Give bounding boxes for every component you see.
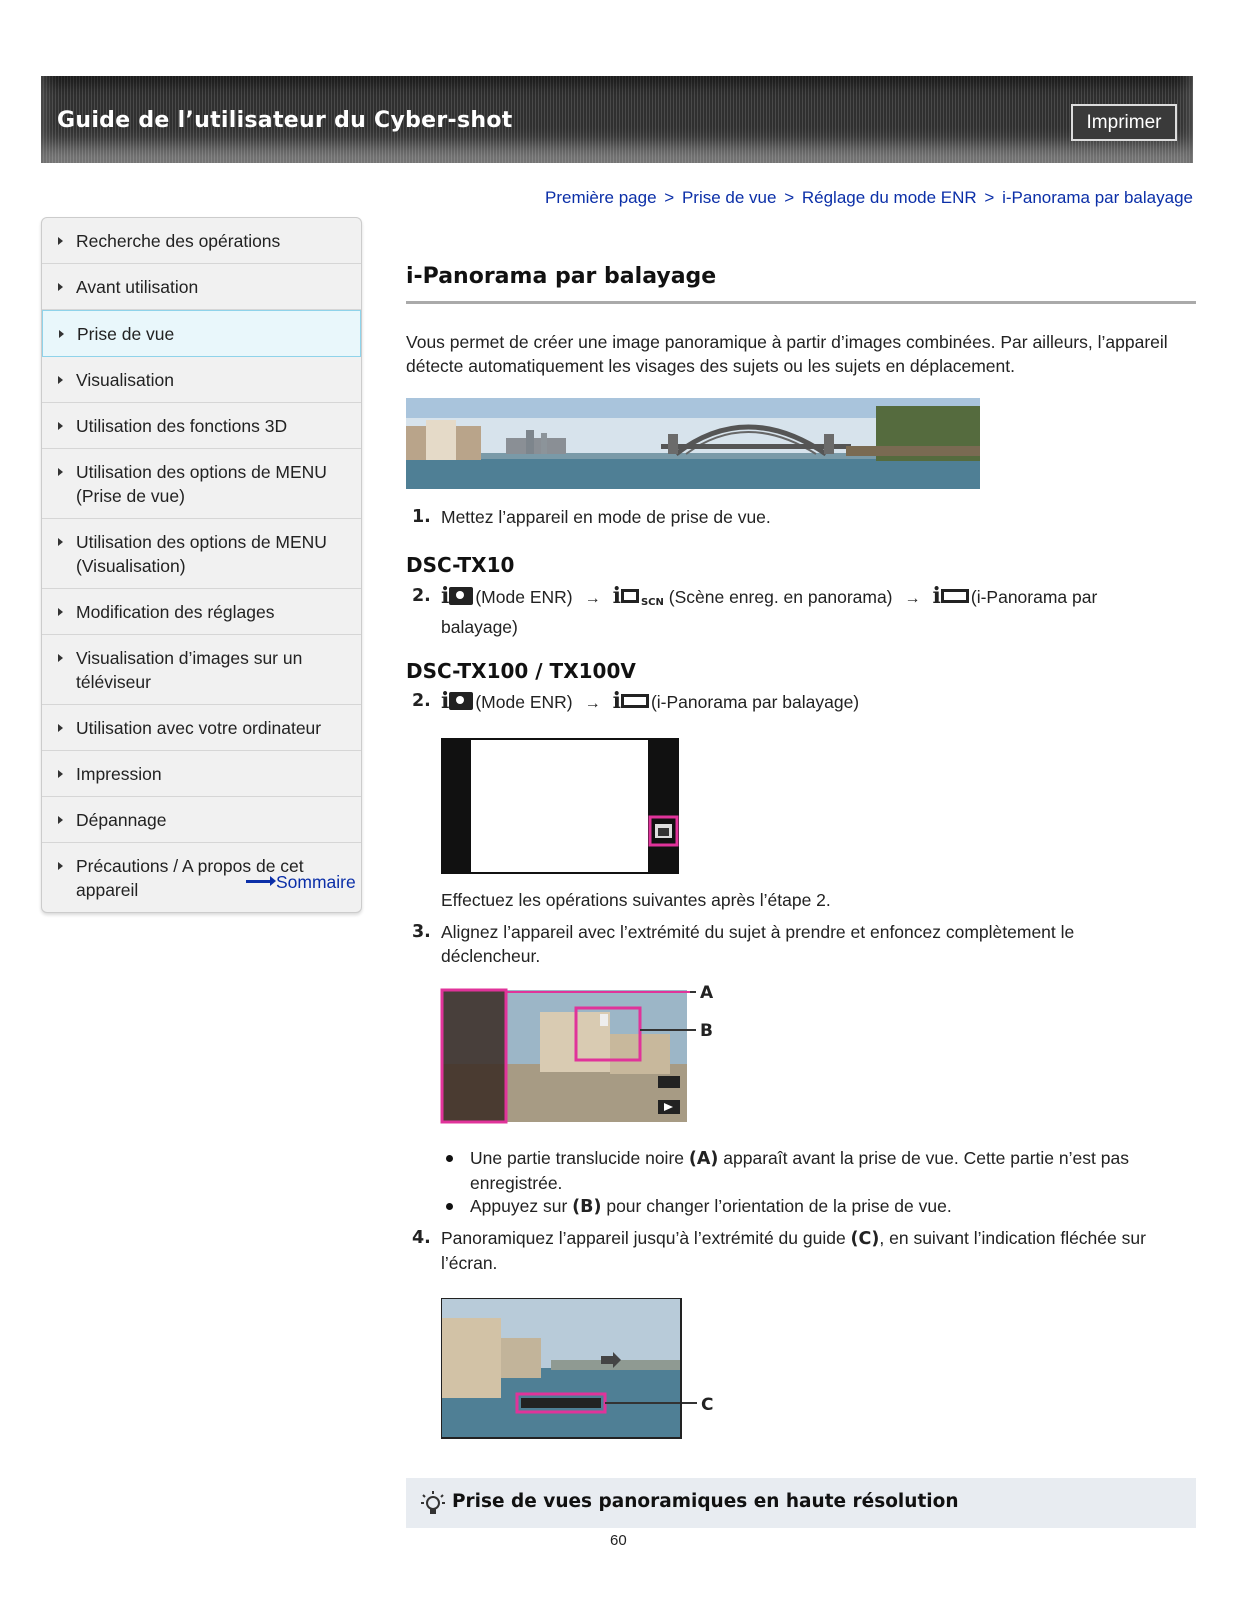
sidebar-item-modification-reglages[interactable] xyxy=(42,589,361,635)
sidebar-item-label: Utilisation avec votre ordinateur xyxy=(76,718,322,738)
title-divider xyxy=(406,301,1196,304)
print-button[interactable]: Imprimer xyxy=(1071,104,1177,141)
intelligent-auto-icon: i xyxy=(441,583,450,609)
label-a: A xyxy=(700,984,714,1003)
step-2-tx100 xyxy=(406,689,1186,719)
model-heading-tx10: DSC-TX10 xyxy=(406,553,515,577)
sommaire-link[interactable] xyxy=(246,872,356,893)
arrow-right-icon xyxy=(246,880,272,883)
camera-screen-ab-illustration xyxy=(440,984,730,1126)
sidebar-item-label: Précautions / A propos de cet appareil xyxy=(76,856,304,900)
sidebar-item-avant-utilisation[interactable] xyxy=(42,264,361,310)
scene-label: (Scène enreg. en panorama) xyxy=(668,587,893,607)
caret-right-icon xyxy=(58,724,63,732)
caret-right-icon xyxy=(58,468,63,476)
sidebar-item-label: Impression xyxy=(76,764,162,784)
sidebar-item-depannage[interactable] xyxy=(42,797,361,843)
sidebar-item-label: Utilisation des options de MENU (Prise de vue) xyxy=(76,462,327,506)
step-number: 3. xyxy=(412,922,431,942)
arrow-right-icon: → xyxy=(904,590,921,607)
caret-right-icon xyxy=(58,538,63,546)
pano-label-continued: balayage) xyxy=(441,617,518,637)
panorama-illustration xyxy=(406,398,980,489)
arrow-right-icon: → xyxy=(584,695,601,712)
bullet-dot xyxy=(446,1155,453,1162)
caret-right-icon xyxy=(58,654,63,662)
step-3 xyxy=(406,920,1186,968)
sidebar-item-label: Visualisation xyxy=(76,370,174,390)
step-4 xyxy=(406,1226,1186,1274)
bullet-ref-a: (A) xyxy=(688,1149,719,1169)
sidebar-item-label: Utilisation des fonctions 3D xyxy=(76,416,288,436)
camera-icon xyxy=(449,692,473,710)
sidebar-item-menu-visualisation[interactable] xyxy=(42,519,361,589)
sidebar-item-visualisation[interactable] xyxy=(42,357,361,403)
intelligent-auto-icon: i xyxy=(612,583,621,609)
caret-right-icon xyxy=(58,862,63,870)
step-2-tx10 xyxy=(406,584,1186,640)
header-banner xyxy=(41,76,1193,163)
bullet-text xyxy=(470,1146,1170,1195)
step-number: 2. xyxy=(412,691,431,711)
step-text: Alignez l’appareil avec l’extrémité du sujet à prendre et enfoncez complètement le déclencheur. xyxy=(441,922,1075,966)
intelligent-auto-icon: i xyxy=(932,583,941,609)
breadcrumb-current[interactable]: i-Panorama par balayage xyxy=(1002,188,1193,207)
note-text: Effectuez les opérations suivantes après l’étape 2. xyxy=(441,890,831,910)
caret-right-icon xyxy=(58,608,63,616)
camera-icon xyxy=(449,587,473,605)
sidebar-item-recherche[interactable] xyxy=(42,218,361,264)
sidebar-item-label: Utilisation des options de MENU (Visualisation) xyxy=(76,532,327,576)
after-step-2-note xyxy=(406,888,1186,912)
step-number: 1. xyxy=(412,507,431,527)
caret-right-icon xyxy=(58,422,63,430)
label-b: B xyxy=(700,1021,713,1041)
panorama-icon xyxy=(621,589,639,603)
sidebar-item-label: Avant utilisation xyxy=(76,277,199,297)
sidebar-item-menu-prise-de-vue[interactable] xyxy=(42,449,361,519)
pano-label: (i-Panorama par xyxy=(970,587,1098,607)
bullet-text xyxy=(470,1194,1170,1219)
panorama-icon xyxy=(621,694,649,708)
label-c: C xyxy=(701,1395,714,1415)
bullet-text-post: pour changer l’orientation de la prise de vue. xyxy=(601,1196,952,1216)
breadcrumb-separator: > xyxy=(984,188,995,207)
panorama-photo xyxy=(406,398,980,489)
sidebar-item-ordinateur[interactable] xyxy=(42,705,361,751)
sidebar-item-label: Modification des réglages xyxy=(76,602,275,622)
step-number: 2. xyxy=(412,586,431,606)
sidebar-item-label: Visualisation d’images sur un téléviseur xyxy=(76,648,303,692)
guide-title: Guide de l’utilisateur du Cyber-shot xyxy=(57,108,513,133)
model-heading-tx100: DSC-TX100 / TX100V xyxy=(406,659,636,683)
pano-label: (i-Panorama par balayage) xyxy=(650,692,860,712)
step-1 xyxy=(406,505,1186,529)
sidebar-item-televiseur[interactable] xyxy=(42,635,361,705)
caret-right-icon xyxy=(58,816,63,824)
panorama-icon xyxy=(941,589,969,603)
breadcrumb-link-prise-de-vue[interactable]: Prise de vue xyxy=(681,188,777,207)
camera-screen-c-illustration xyxy=(441,1298,731,1440)
bullet-text-pre: Appuyez sur xyxy=(470,1196,573,1216)
caret-right-icon xyxy=(58,770,63,778)
step-text-pre: Panoramiquez l’appareil jusqu’à l’extrémité du guide xyxy=(441,1228,851,1248)
intelligent-auto-icon: i xyxy=(612,688,621,714)
sidebar-item-fonctions-3d[interactable] xyxy=(42,403,361,449)
sidebar-item-label: Recherche des opérations xyxy=(76,231,281,251)
sidebar-item-impression[interactable] xyxy=(42,751,361,797)
bullet-text-pre: Une partie translucide noire xyxy=(470,1148,689,1168)
step-text xyxy=(441,689,859,716)
breadcrumb xyxy=(545,188,1193,208)
step-ref-c: (C) xyxy=(850,1229,880,1249)
step-text xyxy=(441,584,1181,639)
mode-enr-label: (Mode ENR) xyxy=(475,692,573,712)
bullet-b xyxy=(446,1194,1186,1218)
step-text xyxy=(441,1226,1186,1275)
bullet-dot xyxy=(446,1203,453,1210)
page-number: 60 xyxy=(610,1532,627,1549)
sidebar-item-prise-de-vue[interactable] xyxy=(42,310,361,357)
tip-box xyxy=(406,1478,1196,1528)
caret-right-icon xyxy=(58,376,63,384)
sidebar-item-label: Dépannage xyxy=(76,810,167,830)
caret-right-icon xyxy=(58,237,63,245)
arrow-right-icon: → xyxy=(584,590,601,607)
breadcrumb-link-reglage[interactable]: Réglage du mode ENR xyxy=(801,188,977,207)
tip-title[interactable]: Prise de vues panoramiques en haute résolution xyxy=(452,1491,959,1512)
step-text-post: , en suivant l’indication fléchée sur l’écran. xyxy=(441,1228,1146,1273)
lightbulb-icon xyxy=(420,1490,446,1518)
sidebar-nav xyxy=(41,217,362,913)
bullet-ref-b: (B) xyxy=(572,1197,602,1217)
caret-right-icon xyxy=(59,330,64,338)
breadcrumb-separator: > xyxy=(664,188,675,207)
sidebar-item-label: Prise de vue xyxy=(77,324,175,344)
breadcrumb-separator: > xyxy=(784,188,795,207)
page-title: i-Panorama par balayage xyxy=(406,264,717,289)
breadcrumb-link-home[interactable]: Première page xyxy=(545,188,657,207)
bullet-text-post: apparaît avant la prise de vue. Cette partie n’est pas enregistrée. xyxy=(470,1148,1129,1193)
mode-enr-label: (Mode ENR) xyxy=(475,587,573,607)
step-number: 4. xyxy=(412,1228,431,1248)
sommaire-label: Sommaire xyxy=(276,872,356,892)
step-text: Mettez l’appareil en mode de prise de vue. xyxy=(441,507,771,527)
intro-text: Vous permet de créer une image panoramique à partir d’images combinées. Par ailleurs, l’appareil détecte automatiquement les visages des sujets ou les sujets en déplacement. xyxy=(406,332,1168,376)
caret-right-icon xyxy=(58,283,63,291)
intelligent-auto-icon: i xyxy=(441,688,450,714)
camera-screen-mode-illustration xyxy=(441,738,679,874)
scene-icon: SCN xyxy=(640,597,664,608)
bullet-a xyxy=(446,1146,1186,1194)
